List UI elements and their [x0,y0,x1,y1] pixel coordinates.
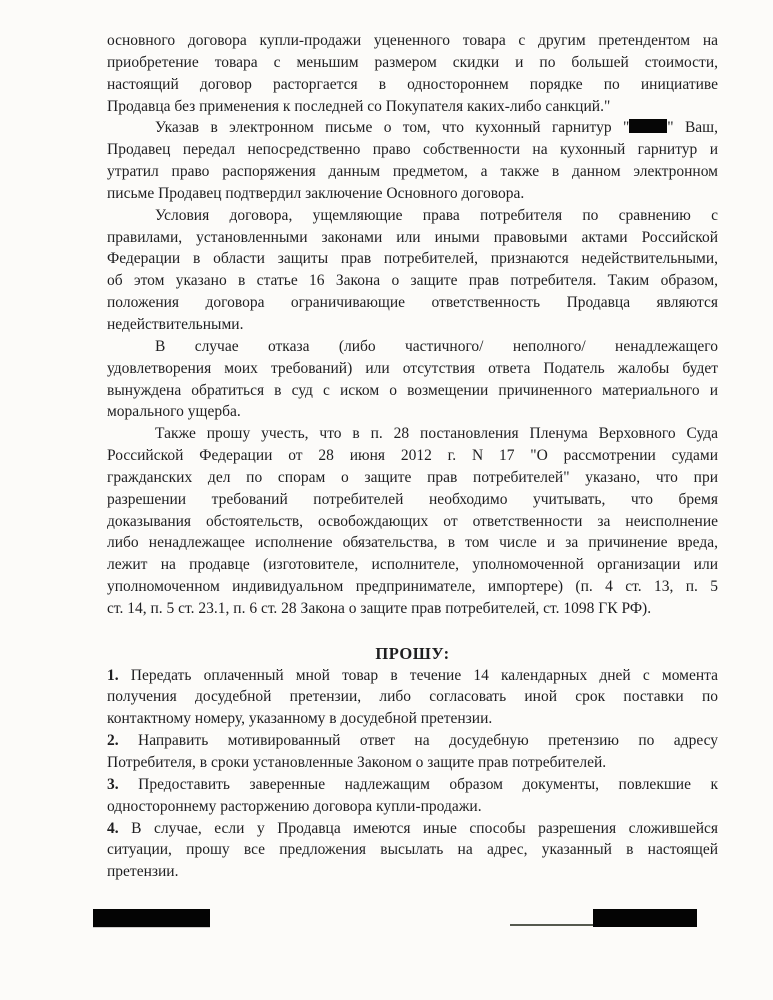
text-line: основного договора купли-продажи уцененного товара с другим претендентом на [107,32,718,49]
text-line: разрешении требований потребителей необходимо учитывать, что бремя [107,490,718,508]
redaction-bar-right [593,909,697,927]
text-line: правилами, установленными законами или иными правовыми актами Российской [107,228,718,246]
text-line: гражданских дел по спорам о защите прав потребителей" указано, что при [107,468,718,486]
text-line: ст. 14, п. 5 ст. 23.1, п. 6 ст. 28 Закона о защите прав потребителей, ст. 1098 ГК РФ). [107,599,652,617]
text-line: претензии. [107,863,179,881]
text-line: 2. Направить мотивированный ответ на досудебную претензию по адресу [107,732,719,750]
text-line: одностороннему расторжению договора купли-продажи. [107,797,482,815]
text-line: В случае отказа (либо частичного/ неполного/ ненадлежащего [155,337,718,355]
text-line: либо ненадлежащее исполнение обязательства, в том числе и за причинение вреда, [107,534,718,552]
text-line: доказывания обстоятельств, освобождающих от ответственности за неисполнение [107,512,718,530]
text-line: недействительными. [107,315,244,333]
text-line: вынуждена обратиться в суд с иском о возмещении причиненного материального и [107,381,718,399]
request-item [107,818,718,884]
text-line: Также прошу учесть, что в п. 28 постановления Пленума Верховного Суда [155,425,718,443]
signature-line [510,924,593,926]
text-line: Федерации в области защиты прав потребителей, признаются недействительными, [107,250,718,268]
item-number: 4. [107,819,119,837]
paragraph [107,117,718,204]
paragraph [107,205,718,336]
redacted-text [629,119,667,133]
paragraph [107,336,718,423]
text-line: Продавца без применения к последней со Покупателя каких-либо санкций." [107,97,611,115]
text-line: 1. Передать оплаченный мной товар в течение 14 календарных дней с момента [107,666,718,684]
text-line: ситуации, прошу все предложения высылать на адрес, указанный в настоящей [107,841,718,859]
paragraph [107,423,718,620]
text-line: приобретение товара с меньшим размером скидки и по большей стоимости, [107,53,718,71]
text-line: настоящий договор расторгается в одностороннем порядке по инициативе [107,75,718,93]
text-line: утратил право распоряжения данным предметом, а также в данном электронном [107,163,718,181]
text-line: Российской Федерации от 28 июня 2012 г. N 17 "О рассмотрении судами [107,447,718,465]
paragraph [107,30,718,117]
text-line: удовлетворения моих требований) или отсутствия ответа Податель жалобы будет [107,359,718,377]
text-line: письме Продавец подтвердил заключение Основного договора. [107,184,525,202]
item-number: 1. [107,666,119,684]
request-item [107,730,718,774]
text-line: Потребителя, в сроки установленные Законом о защите прав потребителей. [107,754,607,771]
text-line: лежит на продавце (изготовителе, исполнителе, уполномоченной организации или [107,556,718,574]
redaction-bar-left [93,909,210,927]
text-line: контактному номеру, указанному в досудебной претензии. [107,710,493,728]
text-line: Условия договора, ущемляющие права потребителя по сравнению с [155,206,718,224]
text-line: получения досудебной претензии, либо согласовать иной срок поставки по [107,688,718,706]
text-line: положения договора ограничивающие ответственность Продавца являются [107,294,718,312]
text-line: об этом указано в статье 16 Закона о защите прав потребителя. Таким образом, [107,272,718,290]
item-number: 2. [107,732,119,750]
text-line: Указав в электронном письме о том, что кухонный гарнитур " " Ваш, [155,119,718,137]
page-footer [107,909,718,969]
request-item [107,774,718,818]
text-line: морального ущерба. [107,403,241,421]
item-number: 3. [107,775,119,793]
request-item [107,665,718,731]
text-line: 3. Предоставить заверенные надлежащим образом документы, повлекшие к [107,775,718,793]
text-line: уполномоченном индивидуальном предпринимателе, импортере) (п. 4 ст. 13, п. 5 [107,578,718,596]
request-heading: ПРОШУ: [375,643,450,663]
text-line: 4. В случае, если у Продавца имеются иные способы разрешения сложившейся [107,819,719,837]
text-line: Продавец передал непосредственно право собственности на кухонный гарнитур и [107,141,718,159]
